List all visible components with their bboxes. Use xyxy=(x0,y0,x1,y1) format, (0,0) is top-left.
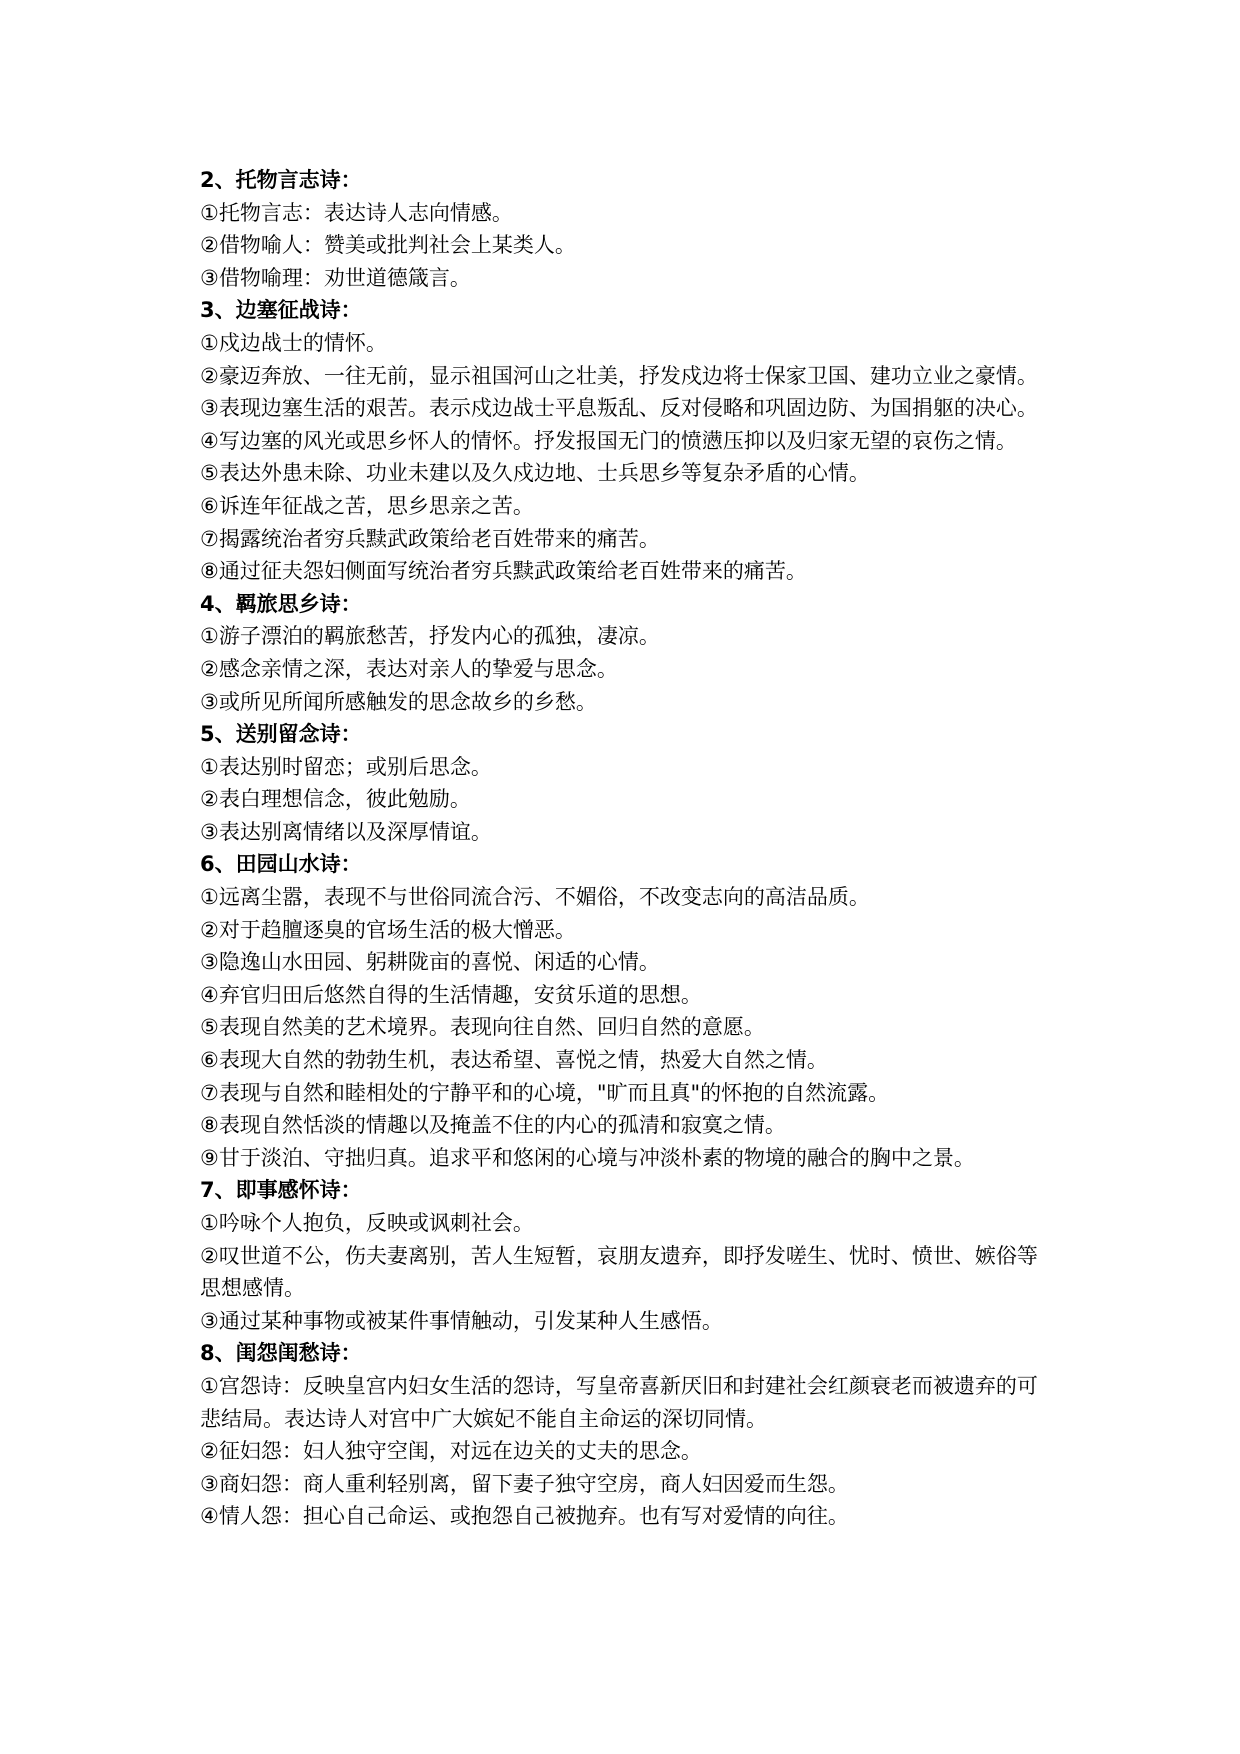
section-tianyuan-shanshui xyxy=(200,848,1050,1174)
section-jilv-sixiang xyxy=(200,588,1050,718)
list-item: ③或所见所闻所感触发的思念故乡的乡愁。 xyxy=(200,689,597,714)
list-item: ②对于趋膻逐臭的官场生活的极大憎恶。 xyxy=(200,917,576,942)
list-item: ①吟咏个人抱负，反映或讽刺社会。 xyxy=(200,1211,534,1235)
section-heading: 2、托物言志诗： xyxy=(200,168,362,192)
section-heading: 3、边塞征战诗： xyxy=(200,298,362,323)
list-item: ③表达别离情绪以及深厚情谊。 xyxy=(200,819,492,844)
section-songbie-liunian xyxy=(200,718,1050,848)
list-item: ③表现边塞生活的艰苦。表示戍边战士平息叛乱、反对侵略和巩固边防、为国捐躯的决心。 xyxy=(200,396,1038,421)
list-item: ①远离尘嚣，表现不与世俗同流合污、不媚俗，不改变志向的高洁品质。 xyxy=(200,885,870,910)
document-body xyxy=(200,164,1050,1533)
list-item: ④情人怨：担心自己命运、或抱怨自己被抛弃。也有写对爱情的向往。 xyxy=(200,1504,849,1529)
list-item: ③隐逸山水田园、躬耕陇亩的喜悦、闲适的心情。 xyxy=(200,950,660,975)
list-item: ①托物言志：表达诗人志向情感。 xyxy=(200,200,513,225)
section-biansai-zhengzhan xyxy=(200,294,1050,587)
list-item: ⑧通过征夫怨妇侧面写统治者穷兵黩武政策给老百姓带来的痛苦。 xyxy=(200,559,807,584)
list-item: ②表白理想信念，彼此勉励。 xyxy=(200,787,471,812)
list-item: ③通过某种事物或被某件事情触动，引发某种人生感悟。 xyxy=(200,1308,723,1333)
list-item: ①游子漂泊的羁旅愁苦，抒发内心的孤独，凄凉。 xyxy=(200,624,660,649)
list-item: ②征妇怨：妇人独守空闺，对远在边关的丈夫的思念。 xyxy=(200,1439,702,1464)
list-item: ②豪迈奔放、一往无前，显示祖国河山之壮美，抒发戍边将士保家卫国、建功立业之豪情。 xyxy=(200,363,1038,388)
section-tuowu-yanzhi xyxy=(200,164,1050,294)
list-item: ⑨甘于淡泊、守拙归真。追求平和悠闲的心境与冲淡朴素的物境的融合的胸中之景。 xyxy=(200,1145,975,1170)
list-item: ④弃官归田后悠然自得的生活情趣，安贫乐道的思想。 xyxy=(200,982,702,1007)
list-item: ①戍边战士的情怀。 xyxy=(200,330,387,355)
list-item: ⑥表现大自然的勃勃生机，表达希望、喜悦之情，热爱大自然之情。 xyxy=(200,1048,828,1073)
section-heading: 7、即事感怀诗： xyxy=(200,1178,362,1203)
list-item: ⑤表达外患未除、功业未建以及久戍边地、士兵思乡等复杂矛盾的心情。 xyxy=(200,461,870,486)
list-item: ④写边塞的风光或思乡怀人的情怀。抒发报国无门的愤懑压抑以及归家无望的哀伤之情。 xyxy=(200,428,1017,453)
list-item: ②叹世道不公，伤夫妻离别，苦人生短暂，哀朋友遗弃，即抒发嗟生、忧时、愤世、嫉俗等思想感情。 xyxy=(200,1243,1038,1301)
list-item: ②借物喻人：赞美或批判社会上某类人。 xyxy=(200,233,576,258)
list-item: ⑦表现与自然和睦相处的宁静平和的心境，"旷而且真"的怀抱的自然流露。 xyxy=(200,1080,890,1105)
list-item: ③商妇怨：商人重利轻别离，留下妻子独守空房，商人妇因爱而生怨。 xyxy=(200,1471,849,1496)
list-item: ⑦揭露统治者穷兵黩武政策给老百姓带来的痛苦。 xyxy=(200,526,660,551)
section-heading: 4、羁旅思乡诗： xyxy=(200,591,362,616)
section-guiyuan-guichou xyxy=(200,1337,1050,1533)
section-heading: 8、闺怨闺愁诗： xyxy=(200,1341,362,1366)
list-item: ①表达别时留恋；或别后思念。 xyxy=(200,754,492,779)
list-item: ⑧表现自然恬淡的情趣以及掩盖不住的内心的孤清和寂寞之情。 xyxy=(200,1113,786,1138)
section-jishi-ganhuai xyxy=(200,1174,1050,1337)
list-item: ⑤表现自然美的艺术境界。表现向往自然、回归自然的意愿。 xyxy=(200,1015,765,1040)
list-item: ②感念亲情之深，表达对亲人的挚爱与思念。 xyxy=(200,656,618,681)
section-heading: 6、田园山水诗： xyxy=(200,852,362,877)
list-item: ③借物喻理：劝世道德箴言。 xyxy=(200,265,471,290)
list-item: ①宫怨诗：反映皇宫内妇女生活的怨诗，写皇帝喜新厌旧和封建社会红颜衰老而被遗弃的可悲结局。表达诗人对宫中广大嫔妃不能自主命运的深切同情。 xyxy=(200,1373,1038,1431)
section-heading: 5、送别留念诗： xyxy=(200,722,362,747)
list-item: ⑥诉连年征战之苦，思乡思亲之苦。 xyxy=(200,493,534,518)
